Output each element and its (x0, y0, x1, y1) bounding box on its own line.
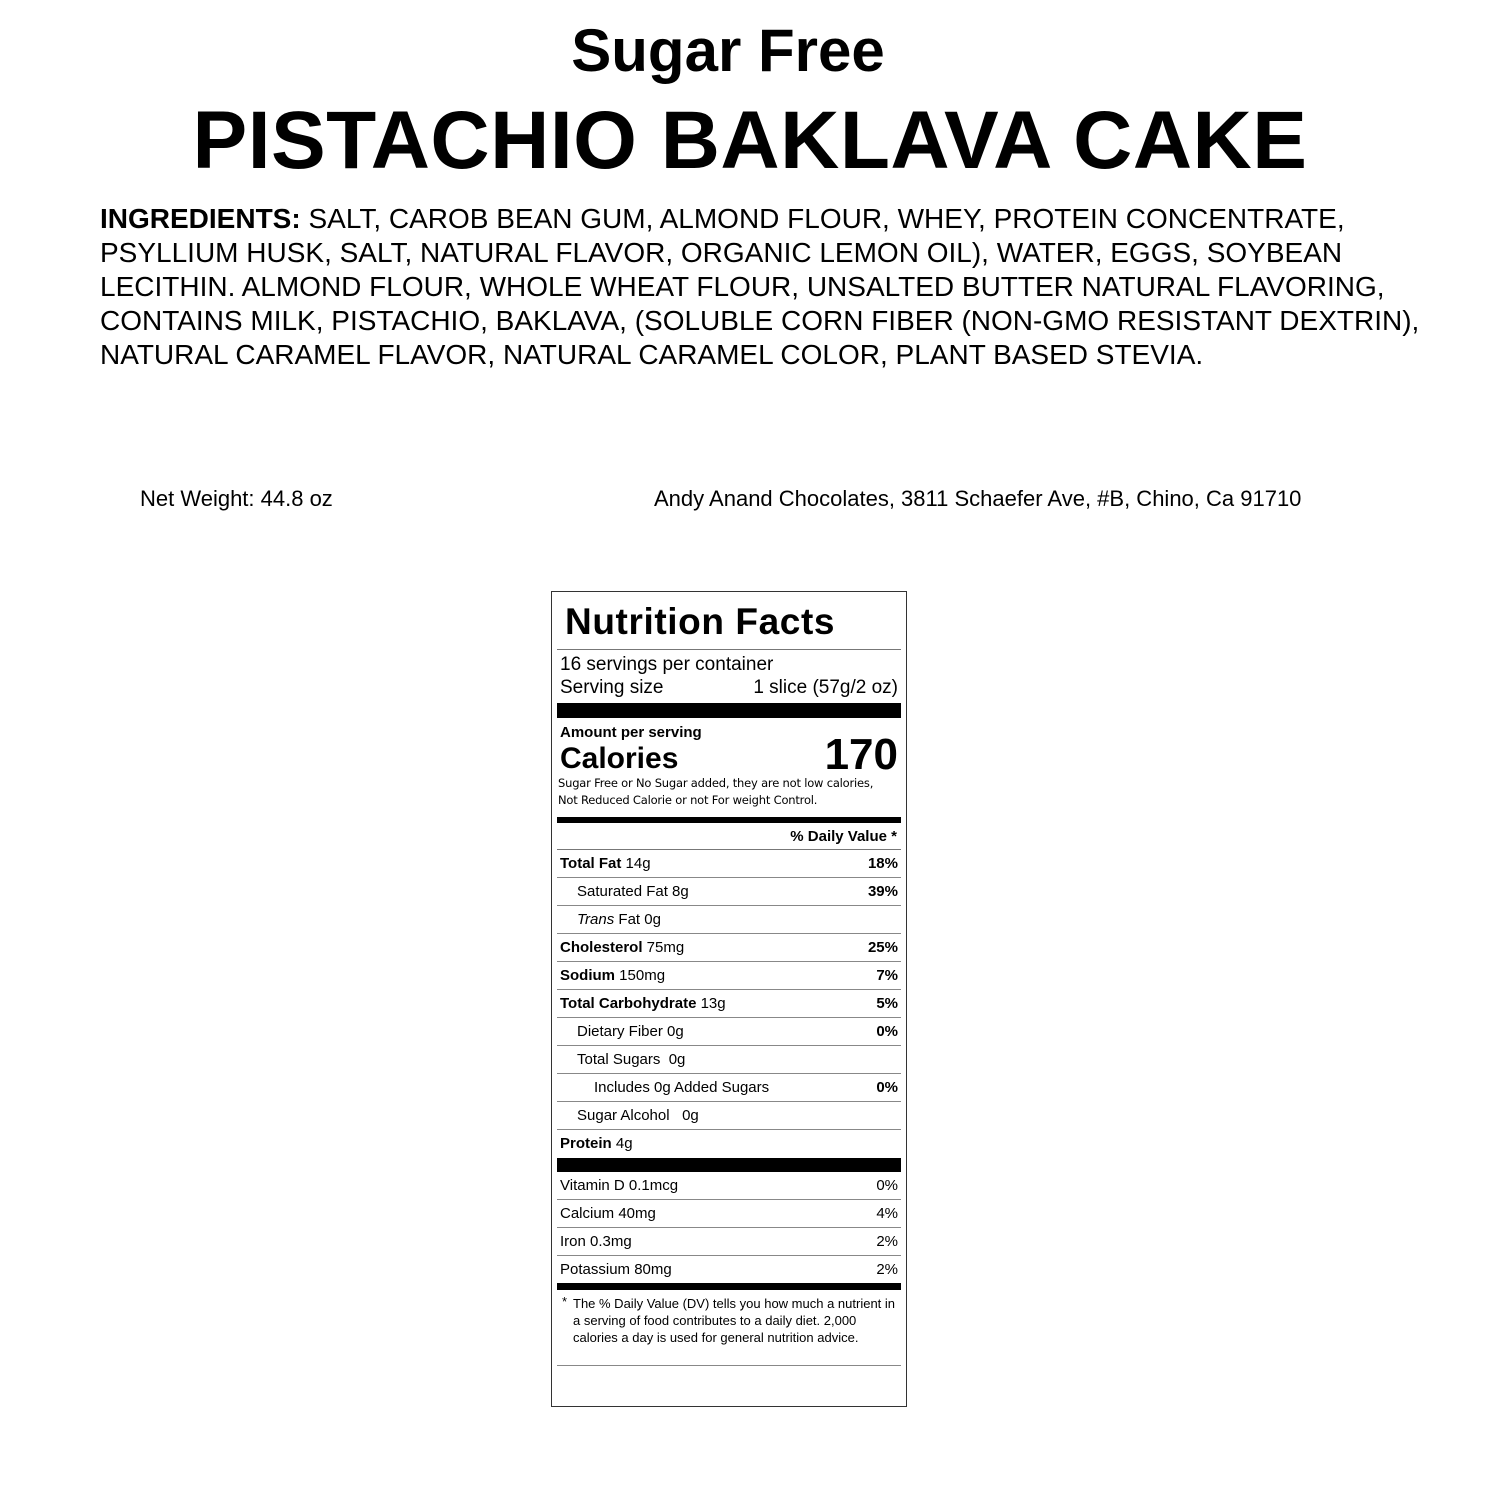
vitamin-name: Calcium 40mg (560, 1205, 656, 1222)
amount-per-serving: Amount per serving (560, 724, 702, 741)
calories-label: Calories (560, 742, 679, 775)
nutrient-row (557, 1018, 901, 1046)
nutrition-facts-label (551, 591, 907, 1407)
nutrient-dv: 18% (867, 855, 898, 872)
nutrient-row (557, 934, 901, 962)
daily-value-header: % Daily Value * (557, 823, 901, 850)
nutrient-amount: 13g (696, 995, 726, 1012)
nutrient-dv: 25% (867, 939, 898, 956)
nutrient-name (560, 850, 651, 877)
nutrient-name (560, 990, 726, 1017)
nutrient-row (557, 1074, 901, 1102)
nutrient-bold: Total Fat (560, 855, 622, 872)
nutrient-row (557, 850, 901, 878)
nutrient-dv: 39% (867, 883, 898, 900)
vitamin-rows (557, 1172, 901, 1283)
footnote (557, 1290, 901, 1366)
nutrient-name (560, 962, 665, 989)
nutrient-row (557, 906, 901, 934)
nutrient-bold: Cholesterol (560, 939, 643, 956)
product-title: PISTACHIO BAKLAVA CAKE (192, 95, 1308, 186)
nutrient-amount: Dietary Fiber 0g (577, 1023, 684, 1040)
nutrient-name (560, 1046, 685, 1073)
vitamin-row (557, 1172, 901, 1200)
nutrient-bold: Total Carbohydrate (560, 995, 697, 1012)
nutrient-amount: Saturated Fat 8g (577, 883, 689, 900)
servings-per-container: 16 servings per container (560, 654, 774, 675)
footnote-text: The % Daily Value (DV) tells you how much a nutrient in a serving of food contributes to a daily diet. 2,000 calories a day is used for general nutrition advice. (573, 1296, 896, 1345)
net-weight: Net Weight: 44.8 oz (140, 486, 333, 511)
nutrient-amount: 4g (611, 1135, 633, 1152)
nutrient-row (557, 990, 901, 1018)
ingredients-label: INGREDIENTS: (100, 203, 301, 234)
disclaimer-line: Sugar Free or No Sugar added, they are not low calories, (558, 776, 874, 790)
calories-value: 170 (824, 730, 898, 779)
serving-size-value: 1 slice (57g/2 oz) (753, 677, 898, 698)
vitamin-dv: 0% (876, 1177, 898, 1194)
manufacturer-address: Andy Anand Chocolates, 3811 Schaefer Ave, #B, Chino, Ca 91710 (654, 486, 1302, 511)
nutrient-amount: Sugar Alcohol 0g (577, 1107, 699, 1124)
nutrient-row (557, 878, 901, 906)
calorie-disclaimer (557, 775, 901, 811)
disclaimer-line: Not Reduced Calorie or not For weight Control. (558, 793, 818, 807)
vitamin-name: Iron 0.3mg (560, 1233, 632, 1250)
medium-divider (557, 1283, 901, 1290)
nutrition-title: Nutrition Facts (557, 592, 901, 650)
nutrient-row (557, 1046, 901, 1074)
nutrient-name (560, 906, 661, 933)
vitamin-dv: 2% (876, 1261, 898, 1278)
nutrient-bold: Protein (560, 1135, 612, 1152)
nutrient-amount: 150mg (615, 967, 666, 984)
nutrient-row (557, 1130, 901, 1157)
nutrient-amount: Fat 0g (614, 911, 661, 928)
vitamin-dv: 2% (876, 1233, 898, 1250)
nutrient-name (560, 1074, 769, 1101)
nutrient-name (560, 934, 684, 961)
nutrient-row (557, 1102, 901, 1130)
footnote-star: * (562, 1294, 568, 1309)
nutrient-dv: 0% (876, 1023, 898, 1040)
nutrient-row (557, 962, 901, 990)
nutrient-name (560, 1018, 684, 1045)
product-subtitle: Sugar Free (571, 17, 885, 84)
thick-divider (557, 703, 901, 718)
vitamin-row (557, 1200, 901, 1228)
nutrient-name (560, 1102, 699, 1129)
nutrient-amount: 75mg (642, 939, 685, 956)
serving-size-label: Serving size (560, 677, 664, 698)
nutrient-amount: 14g (621, 855, 651, 872)
nutrient-rows (557, 850, 901, 1157)
vitamin-name: Vitamin D 0.1mcg (560, 1177, 679, 1194)
vitamin-row (557, 1228, 901, 1256)
nutrient-dv: 0% (876, 1079, 898, 1096)
vitamin-row (557, 1256, 901, 1283)
nutrient-italic: Trans (577, 911, 615, 928)
vitamin-dv: 4% (876, 1205, 898, 1222)
thick-divider (557, 1158, 901, 1172)
vitamin-name: Potassium 80mg (560, 1261, 672, 1278)
nutrient-name (560, 1130, 633, 1157)
nutrient-amount: Total Sugars 0g (577, 1051, 686, 1068)
nutrient-dv: 5% (876, 995, 898, 1012)
nutrient-name (560, 878, 689, 905)
nutrient-dv: 7% (876, 967, 898, 984)
ingredients-text: SALT, CAROB BEAN GUM, ALMOND FLOUR, WHEY, PROTEIN CONCENTRATE, PSYLLIUM HUSK, SALT, NATURAL FLAVOR, ORGANIC LEMON OIL), WATER, EGGS, SOYBEAN LECITHIN. ALMOND FLOUR, WHOLE WHEAT FLOUR, UNSALTED BUTTER NATURAL FLAVORING, CONTAINS MILK, PISTACHIO, BAKLAVA, (SOLUBLE CORN FIBER (NON-GMO RESISTANT DEXTRIN), NATURAL CARAMEL FLAVOR, NATURAL CARAMEL COLOR, PLANT BASED STEVIA. (100, 203, 1420, 370)
serving-size (557, 676, 901, 699)
ingredients (100, 202, 1470, 372)
nutrient-bold: Sodium (560, 967, 615, 984)
nutrient-amount: Includes 0g Added Sugars (594, 1079, 770, 1096)
